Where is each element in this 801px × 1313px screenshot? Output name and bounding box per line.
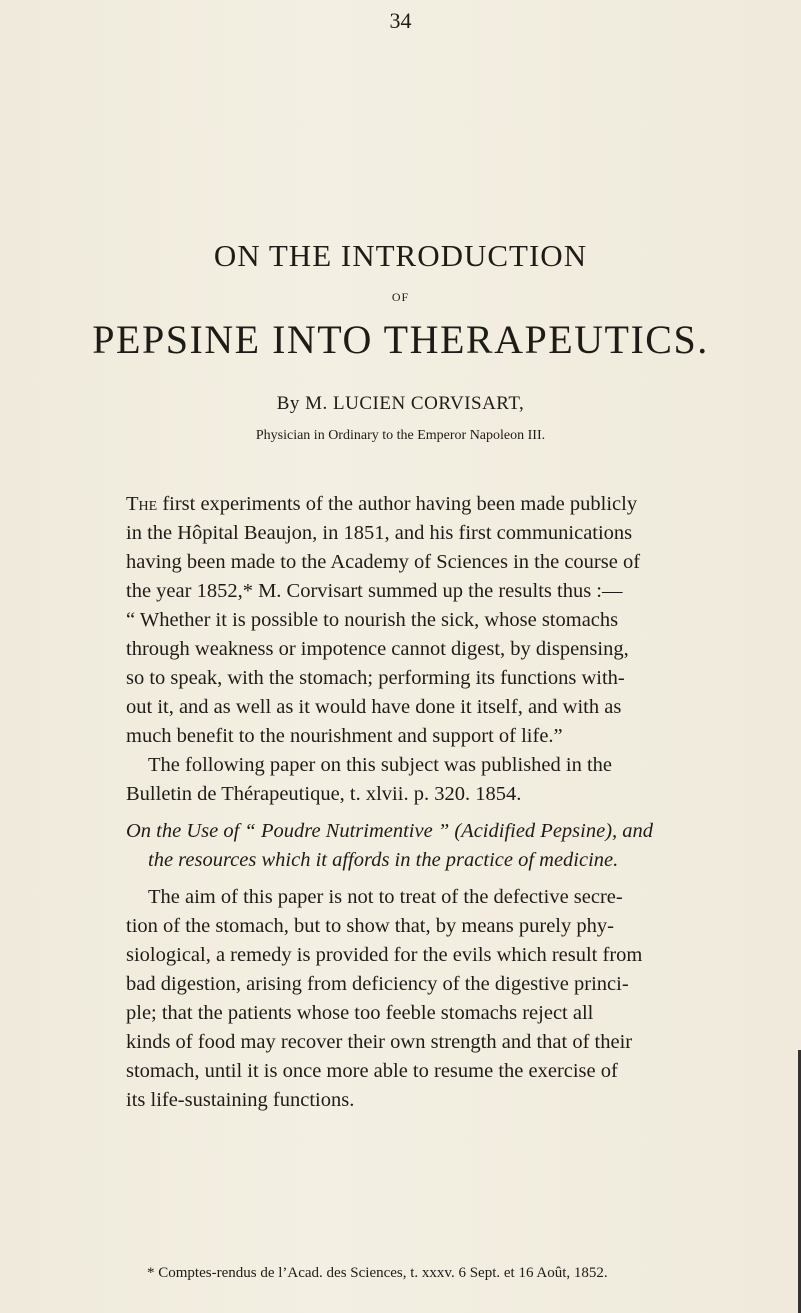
body-line: ple; that the patients whose too feeble stomachs reject all: [126, 1002, 594, 1024]
body-line: in the Hôpital Beaujon, in 1851, and his first communications: [126, 522, 633, 544]
body-line: Bulletin de Thérapeutique, t. xlvii. p. 320. 1854.: [126, 783, 522, 805]
subheading-line: the resources which it affords in the practice of medicine.: [148, 849, 619, 871]
body-line: siological, a remedy is provided for the evils which result from: [126, 944, 643, 966]
title-of: OF: [391, 290, 410, 304]
author-byline: By M. LUCIEN CORVISART,: [276, 393, 525, 414]
body-line: out it, and as well as it would have done it itself, and with as: [126, 696, 622, 718]
body-line: The aim of this paper is not to treat of the defective secre-: [148, 886, 623, 908]
body-line-text: first experiments of the author having been made publicly: [157, 493, 638, 515]
body-line: its life-sustaining functions.: [126, 1089, 355, 1111]
body-line: “ Whether it is possible to nourish the sick, whose stomachs: [126, 609, 619, 631]
body-line: so to speak, with the stomach; performing its functions with-: [126, 667, 625, 689]
title-line-1: ON THE INTRODUCTION: [213, 238, 588, 273]
author-affiliation: Physician in Ordinary to the Emperor Napoleon III.: [255, 428, 546, 443]
page-number: 34: [389, 8, 412, 33]
title-line-2: PEPSINE INTO THERAPEUTICS.: [92, 317, 709, 362]
lead-word: The: [126, 493, 158, 515]
body-line: bad digestion, arising from deficiency of the digestive princi-: [126, 973, 629, 995]
footnote: * Comptes-rendus de l’Acad. des Sciences, t. xxxv. 6 Sept. et 16 Août, 1852.: [147, 1265, 608, 1281]
body-line: much benefit to the nourishment and support of life.”: [126, 725, 563, 747]
body-line: The following paper on this subject was published in the: [148, 754, 613, 776]
body-line: having been made to the Academy of Sciences in the course of: [126, 551, 641, 573]
article-body: [126, 490, 801, 1115]
body-line: through weakness or impotence cannot digest, by dispensing,: [126, 638, 629, 660]
body-line: [126, 490, 801, 519]
body-line: kinds of food may recover their own strength and that of their: [126, 1031, 633, 1053]
body-line: the year 1852,* M. Corvisart summed up the results thus :—: [126, 580, 623, 602]
body-line: tion of the stomach, but to show that, by means purely phy-: [126, 915, 614, 937]
body-line: stomach, until it is once more able to resume the exercise of: [126, 1060, 618, 1082]
subheading-line: On the Use of “ Poudre Nutrimentive ” (Acidified Pepsine), and: [126, 820, 654, 842]
